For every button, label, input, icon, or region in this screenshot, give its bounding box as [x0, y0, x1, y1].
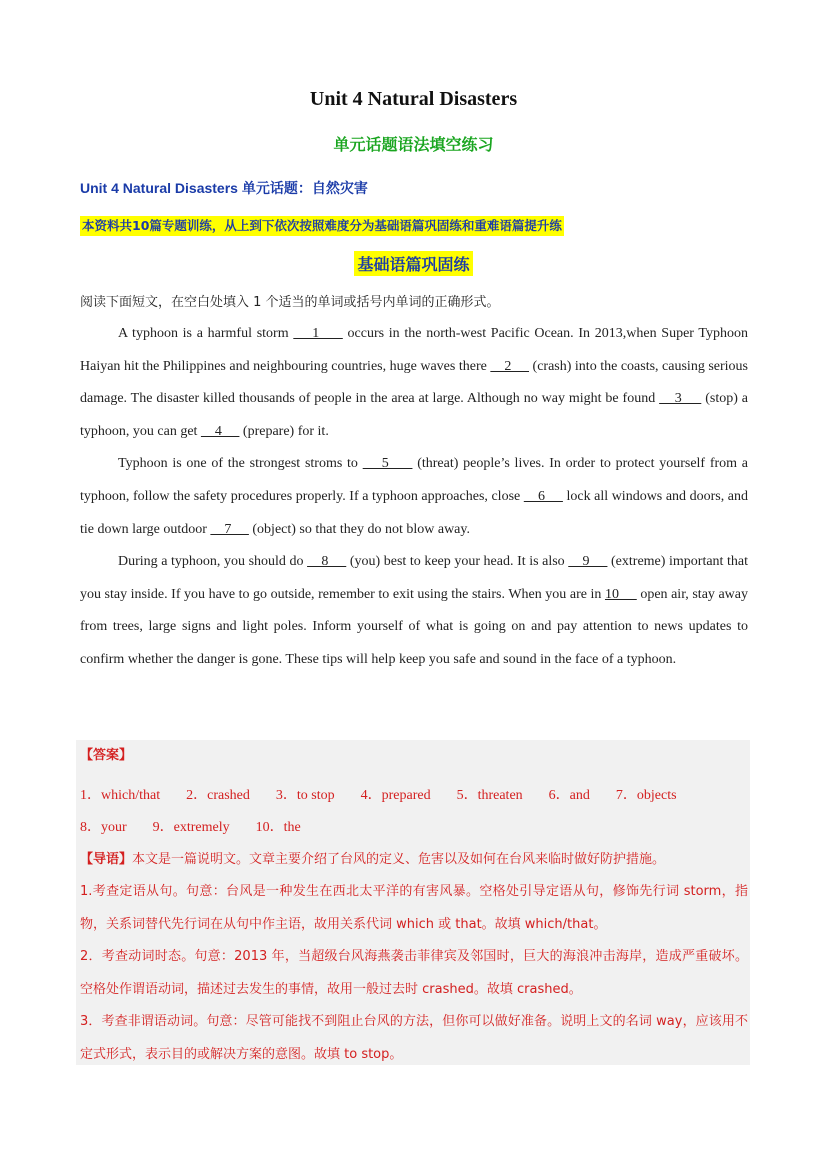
- section-heading: [0, 251, 827, 276]
- answer-section: [76, 740, 750, 1065]
- blank-2: 2: [490, 358, 530, 374]
- passage-text: occurs in the north-west Pacific Ocean. In 2013,when Super Typhoon Haiyan hit the Philippines and neighbouring countries, huge waves there: [80, 326, 748, 374]
- guide-row: [80, 844, 748, 876]
- cloze-passage: [80, 318, 748, 677]
- passage-text: (you) best to keep your head. It is also: [346, 554, 569, 570]
- answer-row-1: [80, 780, 748, 812]
- answer-item: 2．crashed: [186, 788, 250, 803]
- guide-text: 本文是一篇说明文。文章主要介绍了台风的定义、危害以及如何在台风来临时做好防护措施。: [132, 852, 666, 867]
- answer-item: 9．extremely: [152, 820, 230, 835]
- explanation-3: 3．考查非谓语动词。句意：尽管可能找不到阻止台风的方法，但你可以做好准备。说明上文的名词 way，应该用不定式形式，表示目的或解决方案的意图。故填 to stop。: [80, 1014, 748, 1062]
- passage-text: (extreme) important that you stay inside. If you have to go outside, remember to exit using the stairs. When you are in: [80, 554, 749, 602]
- exercise-instruction: 阅读下面短文，在空白处填入 1 个适当的单词或括号内单词的正确形式。: [80, 295, 500, 310]
- answer-item: 1．which/that: [80, 788, 161, 803]
- answer-label: 【答案】: [80, 748, 133, 763]
- passage-paragraph-2: [80, 448, 748, 546]
- answer-item: 6．and: [548, 788, 590, 803]
- passage-text: A typhoon is a harmful storm: [118, 326, 294, 341]
- guide-label: 【导语】: [80, 852, 133, 867]
- blank-1: 1: [293, 326, 343, 341]
- answer-row-2: [80, 812, 748, 844]
- passage-text: open air, stay away from trees, large signs and light poles. Inform yourself of what is going on and pay attention to news updates to confirm whether the danger is gone. These tips will help keep you safe and sound in the face of a typhoon.: [80, 586, 749, 667]
- passage-text: (object) so that they do not blow away.: [248, 521, 470, 537]
- section-heading-text: 基础语篇巩固练: [354, 251, 472, 276]
- answer-item: 8．your: [80, 820, 127, 835]
- passage-text: During a typhoon, you should do: [118, 554, 308, 570]
- blank-3: 3: [659, 391, 702, 407]
- answer-item: 4．prepared: [360, 788, 431, 803]
- passage-text: (threat) people’s lives. In order to protect yourself from a typhoon, follow the safety procedures properly. If a typhoon approaches, close: [80, 456, 749, 504]
- answer-item: 3．to stop: [275, 788, 335, 803]
- blank-10: 10: [604, 586, 637, 602]
- blank-4: 4: [200, 423, 240, 439]
- answer-item: 5．threaten: [456, 788, 523, 803]
- unit-topic: Unit 4 Natural Disasters 单元话题：自然灾害: [80, 180, 368, 196]
- passage-text: lock all windows and doors, and tie down large outdoor: [80, 488, 748, 537]
- blank-9: 9: [568, 554, 608, 570]
- document-title: Unit 4 Natural Disasters: [309, 88, 518, 110]
- passage-text: (prepare) for it.: [239, 423, 329, 439]
- answer-item: 7．objects: [615, 788, 677, 803]
- passage-paragraph-3: [80, 546, 748, 676]
- explanation-1: 1.考查定语从句。句意：台风是一种发生在西北太平洋的有害风暴。空格处引导定语从句，修饰先行词 storm，指物，关系词替代先行词在从句中作主语，故用关系代词 which 或 that。故填 which/that。: [80, 884, 748, 932]
- passage-text: (stop) a typhoon, you can get: [80, 391, 748, 439]
- explanation-2: 2．考查动词时态。句意：2013 年，当超级台风海燕袭击菲律宾及邻国时，巨大的海浪冲击海岸，造成严重破坏。空格处作谓语动词，描述过去发生的事情，故用一般过去时 crashed。故填 crashed。: [80, 949, 748, 997]
- highlighted-notice: 本资料共10篇专题训练，从上到下依次按照难度分为基础语篇巩固练和重难语篇提升练: [80, 216, 564, 236]
- passage-text: (crash) into the coasts, causing serious damage. The disaster killed thousands of people in the area at large. Although no way might be found: [80, 358, 749, 407]
- document-subtitle: 单元话题语法填空练习: [333, 135, 494, 154]
- passage-paragraph-1: [80, 318, 748, 448]
- blank-7: 7: [210, 521, 249, 537]
- blank-8: 8: [307, 554, 347, 570]
- blank-6: 6: [523, 488, 563, 504]
- blank-5: 5: [362, 456, 413, 472]
- answer-item: 10．the: [255, 820, 301, 835]
- passage-text: Typhoon is one of the strongest stroms to: [118, 456, 363, 472]
